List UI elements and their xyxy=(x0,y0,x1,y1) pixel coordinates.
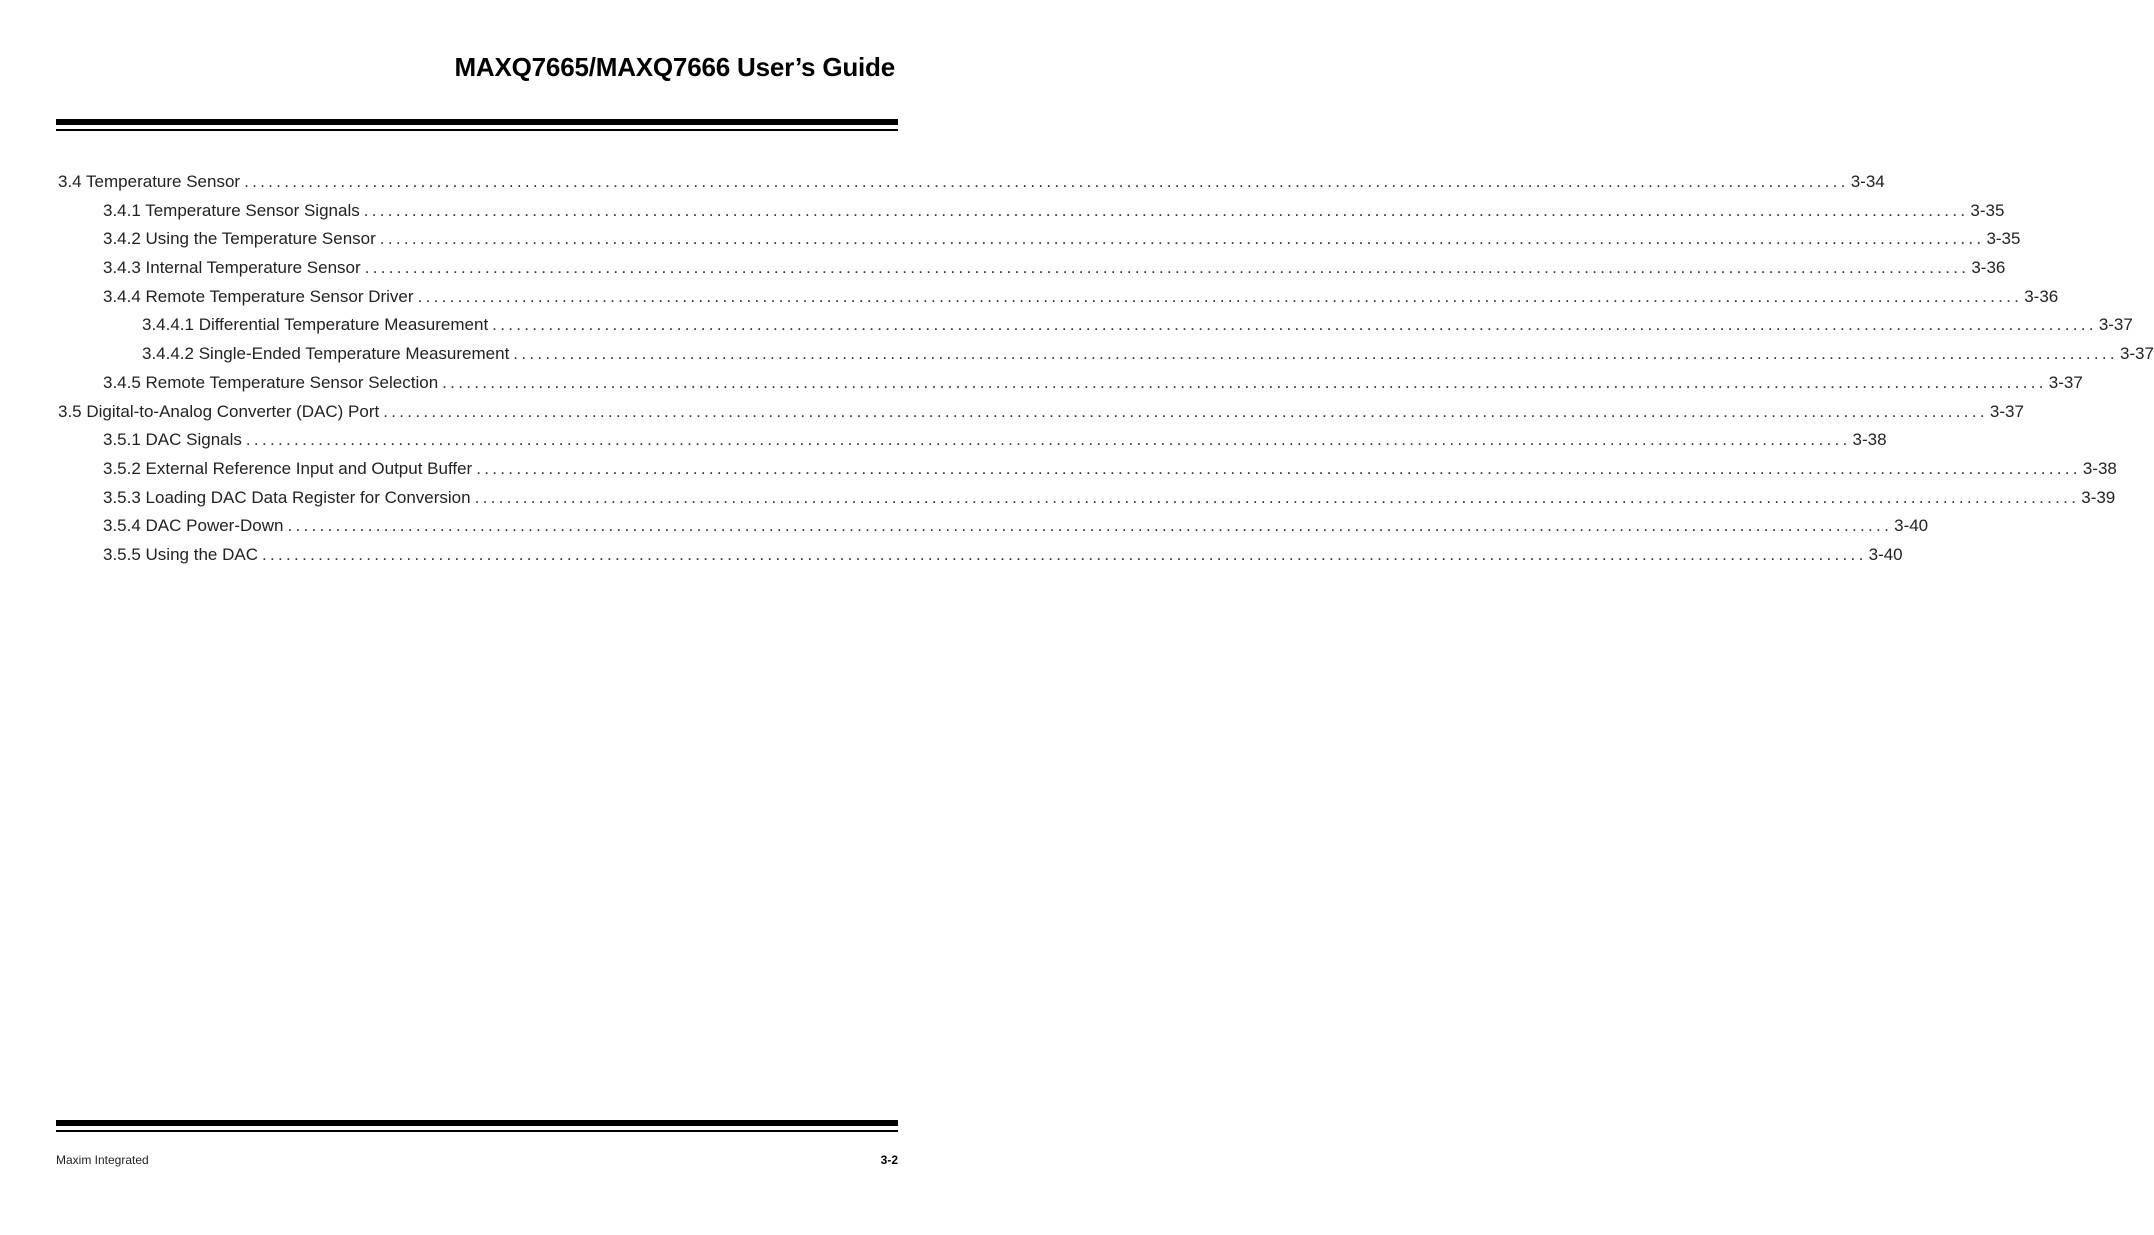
toc-entry-page: 3-35 xyxy=(1986,229,2021,249)
toc-entry[interactable] xyxy=(58,401,2024,431)
toc-entry-page: 3-39 xyxy=(2081,487,2116,507)
toc-dot-leader: ........................................................................................................................................................................................................ xyxy=(492,315,2097,335)
table-of-contents xyxy=(58,172,2154,574)
toc-entry[interactable] xyxy=(58,544,1903,574)
toc-entry[interactable] xyxy=(58,229,2021,258)
toc-dot-leader: ........................................................................................................................................................................................................ xyxy=(287,516,1893,536)
toc-dot-leader: ........................................................................................................................................................................................................ xyxy=(244,172,1849,191)
toc-entry-page: 3-40 xyxy=(1894,516,1929,536)
toc-entry[interactable] xyxy=(58,344,2154,373)
toc-entry-page: 3-37 xyxy=(1989,401,2024,421)
toc-dot-leader: ........................................................................................................................................................................................................ xyxy=(513,344,2118,364)
toc-entry[interactable] xyxy=(58,372,2083,402)
toc-entry[interactable] xyxy=(58,200,2005,230)
header-rule-thin xyxy=(56,129,898,131)
toc-dot-leader: ........................................................................................................................................................................................................ xyxy=(363,200,1969,220)
toc-entry[interactable] xyxy=(58,516,1929,545)
toc-entry-label: 3.4.5 Remote Temperature Sensor Selection xyxy=(103,372,439,392)
toc-dot-leader: ........................................................................................................................................................................................................ xyxy=(245,430,1851,450)
toc-entry-label: 3.4.4.2 Single-Ended Temperature Measurement xyxy=(142,344,510,364)
toc-dot-leader: ........................................................................................................................................................................................................ xyxy=(442,372,2047,392)
toc-entry-page: 3-34 xyxy=(1850,172,1885,191)
toc-entry[interactable] xyxy=(58,487,2116,517)
toc-entry-page: 3-40 xyxy=(1868,544,1903,564)
footer-rule-thin xyxy=(56,1130,898,1132)
toc-entry-label: 3.4 Temperature Sensor xyxy=(58,172,241,191)
toc-entry-label: 3.5.5 Using the DAC xyxy=(103,544,258,564)
toc-entry-label: 3.4.4.1 Differential Temperature Measurement xyxy=(142,315,489,335)
toc-entry-label: 3.4.4 Remote Temperature Sensor Driver xyxy=(103,286,414,306)
document-title: MAXQ7665/MAXQ7666 User’s Guide xyxy=(454,52,895,82)
toc-entry-page: 3-36 xyxy=(2024,286,2059,306)
toc-entry-page: 3-37 xyxy=(2048,372,2083,392)
toc-entry-page: 3-36 xyxy=(1971,258,2006,278)
header-rule-thick xyxy=(56,119,898,125)
toc-entry-label: 3.5.4 DAC Power-Down xyxy=(103,516,284,536)
toc-entry[interactable] xyxy=(58,286,2059,316)
toc-dot-leader: ........................................................................................................................................................................................................ xyxy=(379,229,1985,249)
toc-entry-page: 3-38 xyxy=(1852,430,1887,450)
toc-entry[interactable] xyxy=(58,172,1885,201)
toc-entry[interactable] xyxy=(58,458,2117,488)
toc-entry-label: 3.5.3 Loading DAC Data Register for Conversion xyxy=(103,487,471,507)
toc-entry[interactable] xyxy=(58,315,2133,344)
toc-dot-leader: ........................................................................................................................................................................................................ xyxy=(364,258,1970,278)
toc-dot-leader: ........................................................................................................................................................................................................ xyxy=(476,458,2081,478)
toc-entry-label: 3.4.1 Temperature Sensor Signals xyxy=(103,200,360,220)
footer-rule-thick xyxy=(56,1120,898,1126)
toc-entry-label: 3.5.2 External Reference Input and Output Buffer xyxy=(103,458,473,478)
toc-entry-label: 3.5.1 DAC Signals xyxy=(103,430,242,450)
toc-entry-label: 3.4.2 Using the Temperature Sensor xyxy=(103,229,376,249)
toc-entry-page: 3-35 xyxy=(1970,200,2005,220)
toc-entry-page: 3-37 xyxy=(2119,344,2154,364)
toc-dot-leader: ........................................................................................................................................................................................................ xyxy=(261,544,1867,564)
toc-dot-leader: ........................................................................................................................................................................................................ xyxy=(417,286,2023,306)
footer-company: Maxim Integrated xyxy=(56,1153,149,1167)
toc-entry[interactable] xyxy=(58,430,1887,459)
toc-dot-leader: ........................................................................................................................................................................................................ xyxy=(383,401,1988,421)
toc-entry-page: 3-38 xyxy=(2082,458,2117,478)
footer-page-number: 3-2 xyxy=(880,1153,898,1167)
toc-dot-leader: ........................................................................................................................................................................................................ xyxy=(474,487,2080,507)
toc-entry-label: 3.5 Digital-to-Analog Converter (DAC) Port xyxy=(58,401,380,421)
toc-entry-page: 3-37 xyxy=(2098,315,2133,335)
toc-entry-label: 3.4.3 Internal Temperature Sensor xyxy=(103,258,361,278)
toc-entry[interactable] xyxy=(58,258,2006,287)
